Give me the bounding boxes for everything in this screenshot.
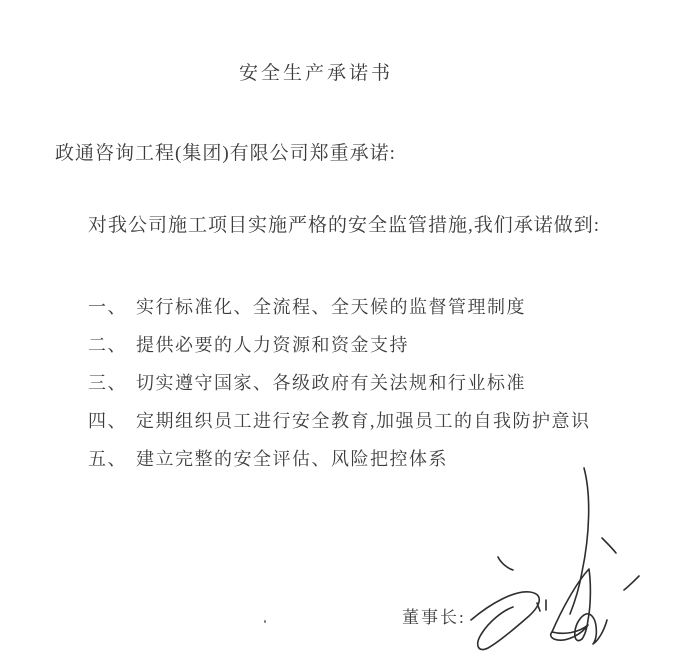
intro-line: 对我公司施工项目实施严格的安全监管措施,我们承诺做到: (88, 215, 601, 236)
item-number: 四、 (88, 411, 127, 431)
list-item (88, 369, 591, 407)
item-number: 三、 (88, 373, 127, 393)
document-title: 安全生产承诺书 (238, 63, 393, 84)
item-number: 一、 (88, 297, 127, 317)
item-text: 建立完整的安全评估、风险把控体系 (136, 449, 448, 469)
item-text: 实行标准化、全流程、全天候的监督管理制度 (136, 297, 526, 317)
item-number: 五、 (88, 449, 127, 469)
signer-label: 董事长: (402, 608, 466, 627)
item-text: 切实遵守国家、各级政府有关法规和行业标准 (136, 373, 526, 393)
scan-dot-artifact (264, 620, 266, 623)
list-item (88, 293, 591, 331)
item-number: 二、 (88, 335, 127, 355)
item-text: 提供必要的人力资源和资金支持 (136, 335, 409, 355)
company-commitment-line: 政通咨询工程(集团)有限公司郑重承诺: (55, 143, 396, 164)
list-item (88, 407, 591, 445)
chairman-signature-icon (455, 462, 680, 667)
list-item (88, 331, 591, 369)
item-text: 定期组织员工进行安全教育,加强员工的自我防护意识 (136, 411, 591, 431)
commitment-list (88, 293, 591, 483)
